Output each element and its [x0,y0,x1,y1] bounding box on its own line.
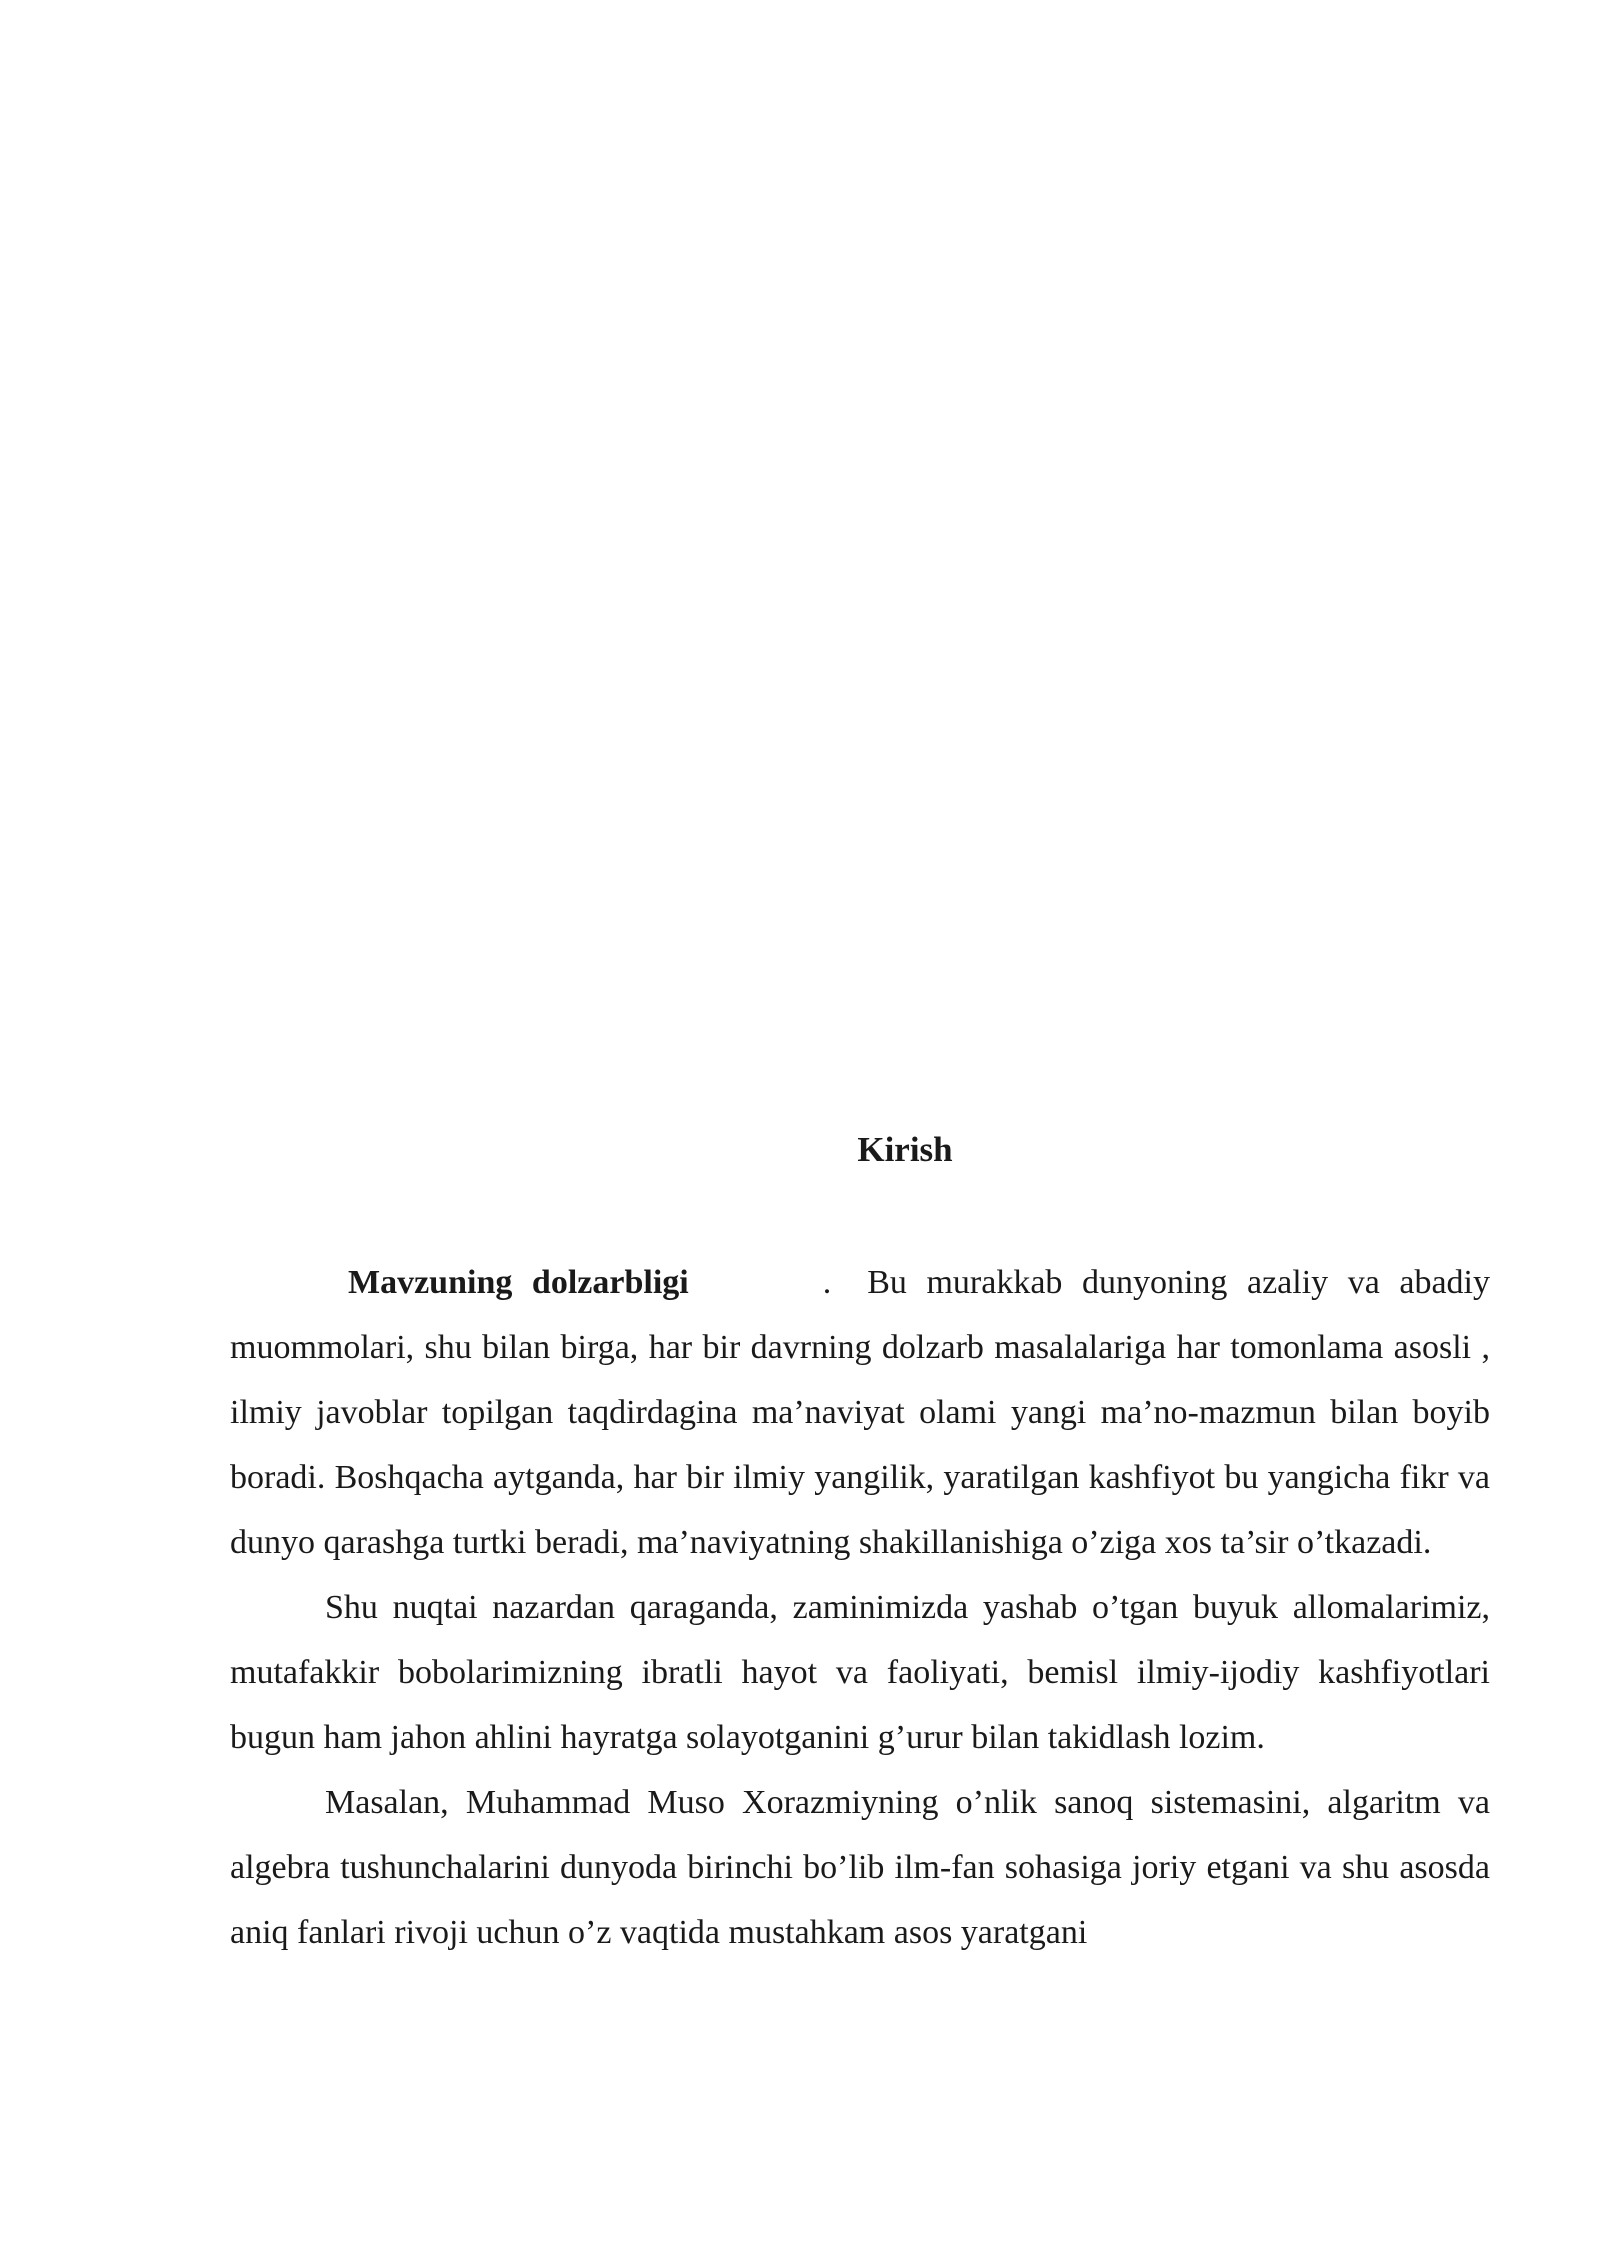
paragraph-text: Bu murakkab dunyoning azaliy va abadiy muommolari, shu bilan birga, har bir davrning dolzarb masalalariga har tomonlama asosli , ilmiy javoblar topilgan taqdirdagina ma’naviyat olami yangi ma’no-mazmun bilan boyib boradi. Boshqacha aytganda, har bir ilmiy yangilik, yaratilgan kashfiyot bu yangicha fikr va dunyo qarashga turtki beradi, ma’naviyatning shakillanishiga o’ziga xos ta’sir o’tkazadi. [230,1264,1491,1561]
paragraph-lead: Mavzuning dolzarbligi [348,1264,689,1301]
paragraph [230,1575,1490,1770]
section-heading: Kirish [857,1130,953,1169]
paragraph-text: Masalan, Muhammad Muso Xorazmiyning o’nlik sanoq sistemasini, algaritm va algebra tushunchalarini dunyoda birinchi bo’lib ilm-fan sohasiga joriy etgani va shu asosda aniq fanlari rivoji uchun o’z vaqtida mustahkam asos yaratgani [230,1784,1490,1951]
paragraph [230,1770,1490,1965]
paragraph-text: Shu nuqtai nazardan qaraganda, zaminimizda yashab o’tgan buyuk allomalarimiz, mutafakkir bobolarimizning ibratli hayot va faoliyati, bemisl ilmiy-ijodiy kashfiyotlari bugun ham jahon ahlini hayratga solayotganini g’urur bilan takidlash lozim. [230,1589,1490,1756]
paragraph-relevance [230,1250,1490,1575]
body-text [230,1250,1490,1965]
paragraph-lead-punct: . [822,1264,832,1301]
